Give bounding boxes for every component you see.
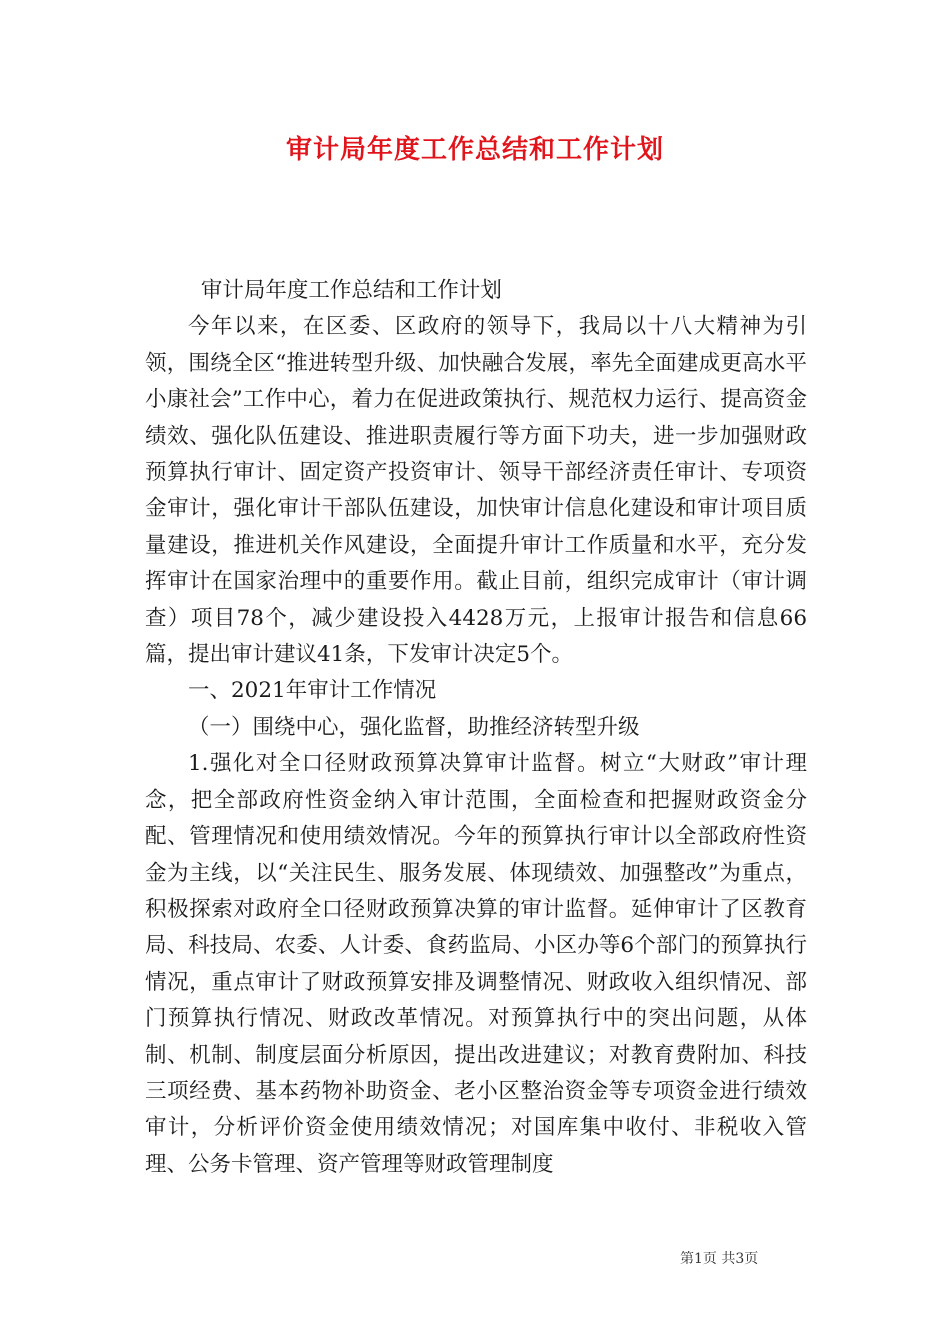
body-subtitle: 审计局年度工作总结和工作计划	[200, 278, 502, 303]
item-paragraph: 1.强化对全口径财政预算决算审计监督。树立“大财政”审计理念，把全部政府性资金纳入审计范围，全面检查和把握财政资金分配、管理情况和使用绩效情况。今年的预算执行审计以全部政府性资金为主线，以“关注民生、服务发展、体现绩效、加强整改”为重点，积极探索对政府全口径财政预算决算的审计监督。延伸审计了区教育局、科技局、农委、人计委、食药监局、小区办等6个部门的预算执行情况，重点审计了财政预算安排及调整情况、财政收入组织情况、部门预算执行情况、财政改革情况。对预算执行中的突出问题，从体制、机制、制度层面分析原因，提出改进建议；对教育费附加、科技三项经费、基本药物补助资金、老小区整治资金等专项资金进行绩效审计，分析评价资金使用绩效情况；对国库集中收付、非税收入管理、公务卡管理、资产管理等财政管理制度	[145, 751, 807, 1177]
document-title: 审计局年度工作总结和工作计划	[285, 135, 664, 165]
intro-paragraph: 今年以来，在区委、区政府的领导下，我局以十八大精神为引领，围绕全区“推进转型升级、加快融合发展，率先全面建成更高水平小康社会”工作中心，着力在促进政策执行、规范权力运行、提高资金绩效、强化队伍建设、推进职责履行等方面下功夫，进一步加强财政预算执行审计、固定资产投资审计、领导干部经济责任审计、专项资金审计，强化审计干部队伍建设，加快审计信息化建设和审计项目质量建设，推进机关作风建设，全面提升审计工作质量和水平，充分发挥审计在国家治理中的重要作用。截止目前，组织完成审计（审计调查）项目78个，减少建设投入4428万元，上报审计报告和信息66篇，提出审计建议41条，下发审计决定5个。	[145, 314, 807, 668]
section-heading: 一、2021年审计工作情况	[188, 678, 437, 704]
page-number: 第1页 共3页	[680, 1251, 759, 1267]
document-body	[145, 273, 807, 1183]
subsection-heading: （一）围绕中心，强化监督，助推经济转型升级	[188, 714, 640, 740]
